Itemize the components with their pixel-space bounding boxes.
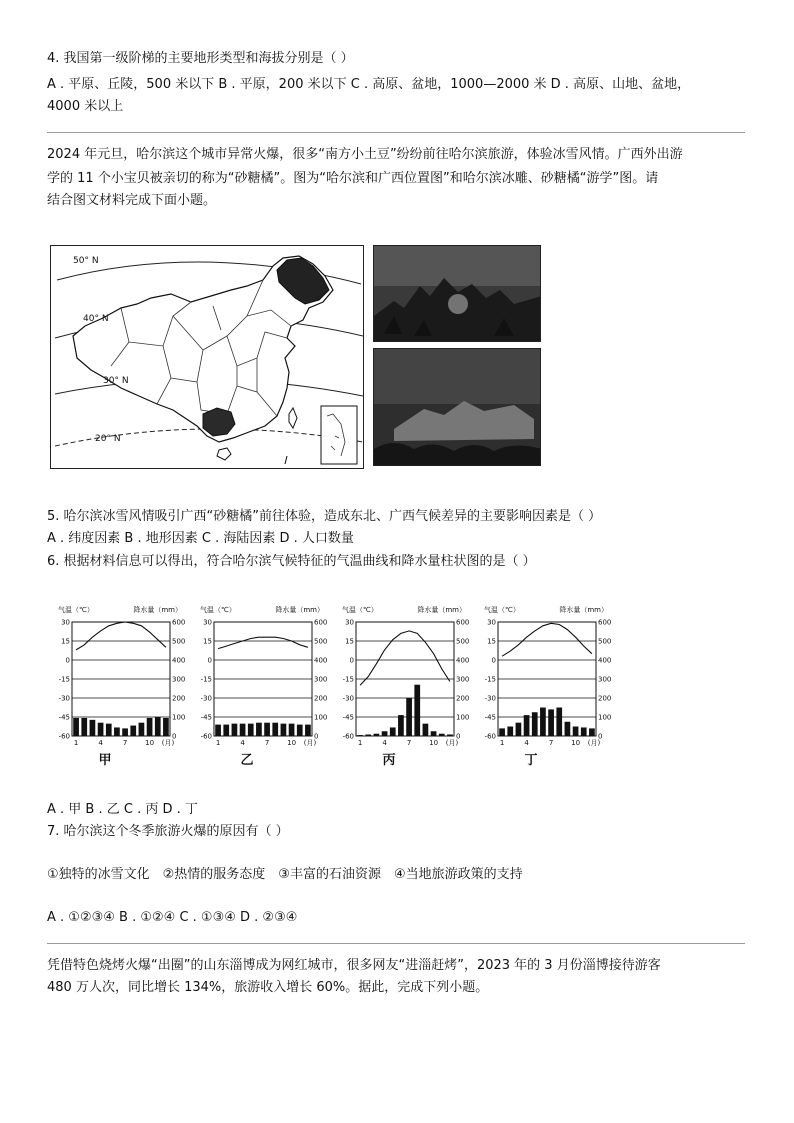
temperature-tick-label: -45 xyxy=(342,713,354,722)
month-tick-label: 10 xyxy=(287,739,297,747)
temperature-curve xyxy=(76,622,166,650)
y-axis-label-temperature: 气温（℃） xyxy=(58,606,94,614)
passage2-line1: 凭借特色烧烤火爆“出圈”的山东淄博成为网红城市，很多网友“进淄赶烤”，2023 年的 3 月份淄博接待游客 xyxy=(47,958,661,973)
temperature-tick-label: -60 xyxy=(200,732,212,741)
divider xyxy=(47,132,745,133)
precipitation-tick-label: 0 xyxy=(456,732,461,741)
month-tick-label: 7 xyxy=(406,739,412,747)
precipitation-bar xyxy=(406,698,412,736)
precipitation-bar xyxy=(439,734,445,736)
q4-stem: 4. 我国第一级阶梯的主要地形类型和海拔分别是（ ） xyxy=(47,51,354,66)
temperature-tick-label: -30 xyxy=(484,694,496,703)
precipitation-tick-label: 500 xyxy=(456,637,470,646)
precipitation-bar xyxy=(524,715,530,736)
temperature-tick-label: 0 xyxy=(349,656,354,665)
q6-stem: 6. 根据材料信息可以得出，符合哈尔滨气候特征的气温曲线和降水量柱状图的是（ ） xyxy=(47,554,536,569)
temperature-tick-label: -15 xyxy=(58,675,70,684)
month-tick-label: 1 xyxy=(499,739,505,747)
temperature-tick-label: -45 xyxy=(58,713,70,722)
temperature-tick-label: -60 xyxy=(484,732,496,741)
chart-title: 丙 xyxy=(382,753,396,768)
precipitation-tick-label: 300 xyxy=(314,675,328,684)
temperature-tick-label: 0 xyxy=(65,656,70,665)
precipitation-tick-label: 100 xyxy=(456,713,470,722)
precipitation-tick-label: 600 xyxy=(172,618,186,627)
q4-options: A . 平原、丘陵，500 米以下 B . 平原，200 米以下 C . 高原、盆地，1000—2000 米 D . 高原、山地、盆地， xyxy=(47,77,691,92)
precipitation-tick-label: 100 xyxy=(598,713,612,722)
temperature-tick-label: 15 xyxy=(203,637,212,646)
precipitation-bar xyxy=(106,724,112,736)
precipitation-bar xyxy=(423,724,429,736)
precipitation-tick-label: 600 xyxy=(456,618,470,627)
precipitation-bar xyxy=(365,734,371,736)
precipitation-bar xyxy=(223,725,229,736)
temperature-tick-label: 30 xyxy=(345,618,354,627)
month-tick-label: 4 xyxy=(98,739,103,747)
q5-stem: 5. 哈尔滨冰雪风情吸引广西“砂糖橘”前往体验，造成东北、广西气候差异的主要影响因素是（ ） xyxy=(47,509,602,524)
q7-stem: 7. 哈尔滨这个冬季旅游火爆的原因有（ ） xyxy=(47,824,289,839)
month-tick-label: 7 xyxy=(548,739,554,747)
precipitation-tick-label: 100 xyxy=(314,713,328,722)
children-tour-photo xyxy=(373,348,541,466)
divider xyxy=(47,943,745,944)
y-axis-label-precipitation: 降水量（mm） xyxy=(133,606,182,614)
precipitation-bar xyxy=(81,718,87,736)
chart-title: 丁 xyxy=(524,753,538,768)
temperature-curve xyxy=(218,637,308,648)
precipitation-bar xyxy=(507,727,513,737)
temperature-tick-label: 0 xyxy=(491,656,496,665)
precipitation-tick-label: 500 xyxy=(172,637,186,646)
precipitation-bar xyxy=(122,728,128,736)
ice-sculpture-photo xyxy=(373,245,541,342)
month-tick-label: 4 xyxy=(240,739,245,747)
x-axis-label: (月) xyxy=(161,739,175,747)
temperature-tick-label: 15 xyxy=(487,637,496,646)
climate-chart-ding xyxy=(484,600,624,770)
x-axis-label: (月) xyxy=(303,739,317,747)
month-tick-label: 7 xyxy=(264,739,270,747)
precipitation-tick-label: 300 xyxy=(456,675,470,684)
china-location-map xyxy=(50,245,364,469)
y-axis-label-precipitation: 降水量（mm） xyxy=(275,606,324,614)
precipitation-bar xyxy=(305,725,311,736)
precipitation-bar xyxy=(98,723,104,736)
q6-options: A . 甲 B . 乙 C . 丙 D . 丁 xyxy=(47,802,198,817)
passage1-line2: 学的 11 个小宝贝被亲切的称为“砂糖橘”。图为“哈尔滨和广西位置图”和哈尔滨冰雕、砂糖橘“游学”图。请 xyxy=(47,171,659,186)
precipitation-bar xyxy=(130,726,136,736)
y-axis-label-temperature: 气温（℃） xyxy=(484,606,520,614)
precipitation-bar xyxy=(281,724,287,736)
y-axis-label-precipitation: 降水量（mm） xyxy=(417,606,466,614)
precipitation-tick-label: 400 xyxy=(456,656,470,665)
precipitation-bar xyxy=(272,723,278,736)
temperature-tick-label: -45 xyxy=(200,713,212,722)
precipitation-tick-label: 500 xyxy=(598,637,612,646)
precipitation-bar xyxy=(215,725,221,736)
climate-chart-jia xyxy=(58,600,198,770)
precipitation-tick-label: 400 xyxy=(598,656,612,665)
month-tick-label: 1 xyxy=(357,739,363,747)
passage1-line1: 2024 年元旦，哈尔滨这个城市异常火爆，很多“南方小土豆”纷纷前往哈尔滨旅游，体验冰雪风情。广西外出游 xyxy=(47,147,683,162)
precipitation-bar xyxy=(155,717,161,736)
precipitation-bar xyxy=(147,718,153,736)
precipitation-tick-label: 400 xyxy=(172,656,186,665)
q7-statements: ①独特的冰雪文化 ②热情的服务态度 ③丰富的石油资源 ④当地旅游政策的支持 xyxy=(47,867,523,882)
q7-options: A . ①②③④ B . ①②④ C . ①③④ D . ②③④ xyxy=(47,910,298,925)
precipitation-bar xyxy=(374,734,380,736)
precipitation-bar xyxy=(163,718,169,736)
precipitation-tick-label: 200 xyxy=(172,694,186,703)
month-tick-label: 4 xyxy=(382,739,387,747)
precipitation-bar xyxy=(73,718,79,736)
temperature-tick-label: 30 xyxy=(61,618,70,627)
precipitation-bar xyxy=(114,727,120,736)
temperature-tick-label: -30 xyxy=(58,694,70,703)
temperature-tick-label: -15 xyxy=(200,675,212,684)
latitude-20-label: 20° N xyxy=(95,434,121,444)
precipitation-bar xyxy=(398,715,404,736)
precipitation-bar xyxy=(297,725,303,736)
climate-chart-bing xyxy=(342,600,482,770)
precipitation-tick-label: 500 xyxy=(314,637,328,646)
precipitation-tick-label: 0 xyxy=(172,732,177,741)
temperature-tick-label: 30 xyxy=(203,618,212,627)
latitude-50-label: 50° N xyxy=(73,256,99,266)
temperature-curve xyxy=(502,623,592,656)
y-axis-label-temperature: 气温（℃） xyxy=(200,606,236,614)
precipitation-bar xyxy=(516,723,522,736)
q5-options: A . 纬度因素 B . 地形因素 C . 海陆因素 D . 人口数量 xyxy=(47,531,354,546)
climate-chart-yi xyxy=(200,600,340,770)
month-tick-label: 10 xyxy=(145,739,155,747)
month-tick-label: 4 xyxy=(524,739,529,747)
passage1-line3: 结合图文材料完成下面小题。 xyxy=(47,193,217,208)
precipitation-bar xyxy=(264,723,270,736)
precipitation-tick-label: 200 xyxy=(456,694,470,703)
chart-title: 甲 xyxy=(98,753,112,768)
precipitation-bar xyxy=(256,723,262,736)
temperature-tick-label: -30 xyxy=(200,694,212,703)
precipitation-bar xyxy=(565,722,571,736)
precipitation-bar xyxy=(447,734,453,736)
month-tick-label: 10 xyxy=(571,739,581,747)
precipitation-tick-label: 400 xyxy=(314,656,328,665)
temperature-tick-label: -60 xyxy=(58,732,70,741)
q4-options-cont: 4000 米以上 xyxy=(47,99,124,114)
precipitation-bar xyxy=(556,708,562,737)
precipitation-bar xyxy=(248,724,254,736)
temperature-tick-label: 30 xyxy=(487,618,496,627)
precipitation-tick-label: 200 xyxy=(598,694,612,703)
temperature-tick-label: -30 xyxy=(342,694,354,703)
y-axis-label-temperature: 气温（℃） xyxy=(342,606,378,614)
precipitation-bar xyxy=(532,712,538,736)
precipitation-tick-label: 200 xyxy=(314,694,328,703)
latitude-30-label: 30° N xyxy=(103,376,129,386)
precipitation-bar xyxy=(589,728,595,736)
temperature-tick-label: 15 xyxy=(345,637,354,646)
temperature-tick-label: -45 xyxy=(484,713,496,722)
precipitation-bar xyxy=(382,731,388,736)
temperature-tick-label: 0 xyxy=(207,656,212,665)
x-axis-label: (月) xyxy=(587,739,601,747)
precipitation-bar xyxy=(232,724,238,736)
precipitation-tick-label: 600 xyxy=(598,618,612,627)
precipitation-bar xyxy=(240,724,246,736)
temperature-tick-label: -15 xyxy=(484,675,496,684)
precipitation-bar xyxy=(357,735,363,736)
temperature-tick-label: -60 xyxy=(342,732,354,741)
y-axis-label-precipitation: 降水量（mm） xyxy=(559,606,608,614)
precipitation-bar xyxy=(548,709,554,736)
month-tick-label: 7 xyxy=(122,739,128,747)
precipitation-bar xyxy=(289,724,295,736)
precipitation-tick-label: 600 xyxy=(314,618,328,627)
x-axis-label: (月) xyxy=(445,739,459,747)
month-tick-label: 1 xyxy=(73,739,79,747)
precipitation-bar xyxy=(414,685,420,736)
precipitation-bar xyxy=(139,723,145,736)
temperature-tick-label: 15 xyxy=(61,637,70,646)
precipitation-bar xyxy=(573,727,579,737)
precipitation-bar xyxy=(581,727,587,736)
precipitation-bar xyxy=(390,727,396,736)
temperature-tick-label: -15 xyxy=(342,675,354,684)
temperature-curve xyxy=(360,631,450,685)
chart-title: 乙 xyxy=(240,753,254,768)
month-tick-label: 1 xyxy=(215,739,221,747)
precipitation-tick-label: 100 xyxy=(172,713,186,722)
precipitation-bar xyxy=(499,728,505,736)
precipitation-tick-label: 300 xyxy=(598,675,612,684)
precipitation-bar xyxy=(540,708,546,737)
passage2-line2: 480 万人次，同比增长 134%，旅游收入增长 60%。据此，完成下列小题。 xyxy=(47,980,489,995)
precipitation-tick-label: 300 xyxy=(172,675,186,684)
precipitation-bar xyxy=(90,720,96,736)
month-tick-label: 10 xyxy=(429,739,439,747)
precipitation-bar xyxy=(431,731,437,736)
latitude-40-label: 40° N xyxy=(83,314,109,324)
precipitation-tick-label: 0 xyxy=(598,732,603,741)
precipitation-tick-label: 0 xyxy=(314,732,319,741)
